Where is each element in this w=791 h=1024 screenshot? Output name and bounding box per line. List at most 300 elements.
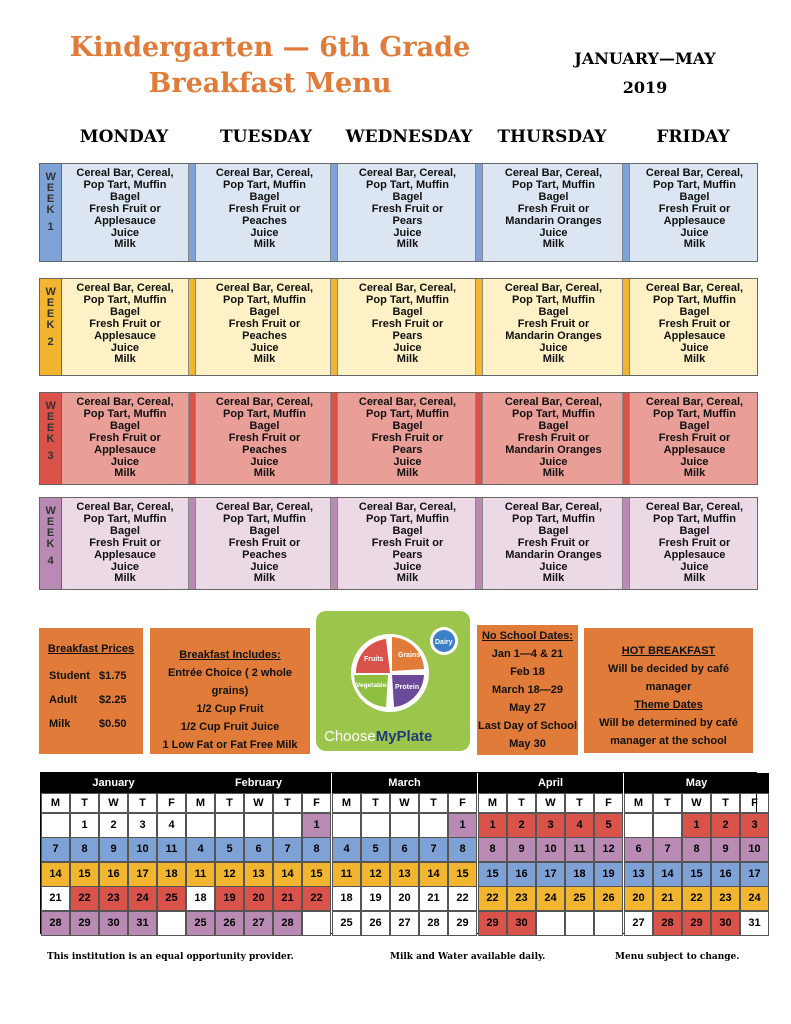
calendar-day: 8 — [70, 837, 99, 862]
week-label — [40, 279, 62, 375]
column-divider — [330, 393, 338, 484]
week-number: 1 — [47, 221, 54, 233]
calendar-day: 27 — [244, 911, 273, 936]
menu-line: Juice — [110, 341, 140, 354]
menu-line: Cereal Bar, Cereal, — [358, 167, 457, 179]
week-row — [39, 497, 758, 590]
menu-line: Milk — [396, 238, 419, 251]
calendar-day: 24 — [128, 886, 157, 911]
week-number: 3 — [47, 450, 54, 462]
menu-cell — [62, 164, 188, 261]
calendar-day: 22 — [682, 886, 711, 911]
menu-line: Pop Tart, Muffin — [512, 178, 595, 191]
week-label-text: WEEK — [45, 286, 56, 331]
column-divider — [330, 164, 338, 261]
menu-line: Pop Tart, Muffin — [512, 293, 595, 306]
calendar-day: 10 — [536, 837, 565, 862]
menu-line: Milk — [253, 467, 276, 480]
calendar-day — [41, 813, 70, 838]
menu-line: Pop Tart, Muffin — [223, 512, 306, 525]
calendar-day: 29 — [682, 911, 711, 936]
menu-line: Cereal Bar, Cereal, — [76, 501, 174, 513]
includes-line: 1 Low Fat or Fat Free Milk — [162, 739, 298, 751]
menu-line: Juice — [680, 341, 709, 354]
day-header-wednesday: WEDNESDAY — [345, 127, 473, 147]
menu-cell — [199, 393, 330, 484]
calendar-day: 13 — [390, 862, 419, 887]
menu-line: Juice — [680, 455, 709, 468]
calendar-day — [390, 813, 419, 838]
hot-breakfast-box — [584, 628, 753, 753]
column-divider — [622, 279, 630, 375]
calendar-month-title: April — [478, 773, 623, 793]
day-header-tuesday: TUESDAY — [220, 127, 312, 147]
calendar-day: 22 — [448, 886, 477, 911]
includes-line: 1/2 Cup Fruit Juice — [180, 721, 280, 733]
menu-line: Milk — [542, 238, 565, 251]
calendar-day — [565, 911, 594, 936]
calendar-day: 25 — [157, 886, 186, 911]
column-divider — [475, 164, 483, 261]
menu-line: Fresh Fruit or — [517, 202, 590, 215]
menu-line: Pop Tart, Muffin — [83, 293, 167, 306]
calendar-day — [332, 813, 361, 838]
date-range — [555, 44, 735, 102]
menu-line: Bagel — [538, 524, 569, 537]
calendar-day: 28 — [653, 911, 682, 936]
week-label-text: WEEK — [45, 171, 56, 216]
menu-line: Cereal Bar, Cereal, — [504, 396, 603, 408]
menu-line: Milk — [114, 238, 136, 251]
menu-line: Juice — [110, 560, 140, 573]
menu-line: Milk — [683, 467, 706, 480]
title-line-2: Breakfast Menu — [148, 68, 392, 99]
breakfast-includes-box — [150, 628, 310, 754]
calendar-day: 3 — [740, 813, 769, 838]
menu-line: Fresh Fruit or — [658, 536, 731, 549]
calendar-day: 15 — [448, 862, 477, 887]
menu-line: Bagel — [110, 419, 140, 432]
calendar-day: 20 — [244, 886, 273, 911]
menu-cell — [485, 164, 622, 261]
calendar-weekday: T — [128, 793, 157, 813]
calendar-day: 5 — [215, 837, 244, 862]
menu-line: Pears — [392, 329, 423, 342]
calendar-day: 27 — [624, 911, 653, 936]
price-label: Student — [49, 670, 90, 682]
menu-line: Bagel — [110, 305, 140, 318]
menu-cell — [199, 279, 330, 375]
calendar-month-title: March — [332, 773, 477, 793]
menu-line: Bagel — [679, 524, 710, 537]
calendar-day: 12 — [215, 862, 244, 887]
menu-cell — [199, 164, 330, 261]
prices-title: Breakfast Prices — [47, 643, 135, 655]
menu-line: Peaches — [242, 214, 287, 227]
calendar-day: 3 — [128, 813, 157, 838]
column-divider — [330, 279, 338, 375]
no-school-line: Feb 18 — [510, 666, 545, 678]
calendar-day: 1 — [302, 813, 331, 838]
calendar-day: 14 — [41, 862, 70, 887]
column-divider — [622, 498, 630, 589]
column-divider — [622, 393, 630, 484]
menu-line: Bagel — [249, 524, 280, 537]
calendar-day: 7 — [419, 837, 448, 862]
menu-line: Applesauce — [663, 214, 726, 227]
includes-line: Entrée Choice ( 2 whole grains) — [167, 667, 293, 697]
menu-line: Milk — [542, 353, 565, 366]
week-row — [39, 278, 758, 376]
price-value: $0.50 — [99, 718, 127, 730]
calendar-day: 26 — [594, 886, 623, 911]
menu-line: Bagel — [679, 419, 710, 432]
week-row — [39, 392, 758, 485]
calendar-day: 1 — [70, 813, 99, 838]
menu-line: Juice — [250, 560, 279, 573]
hot-breakfast-line: Will be determined by café — [599, 717, 738, 729]
calendar-day — [594, 911, 623, 936]
menu-line: Milk — [253, 238, 276, 251]
calendar-day: 14 — [273, 862, 302, 887]
calendar-day: 6 — [390, 837, 419, 862]
myplate-fruits: Fruits — [364, 656, 384, 663]
menu-line: Milk — [683, 572, 706, 585]
menu-line: Bagel — [249, 305, 280, 318]
menu-line: Bagel — [110, 190, 140, 203]
calendar-day: 29 — [478, 911, 507, 936]
calendar-day — [653, 813, 682, 838]
week-number: 4 — [47, 555, 54, 567]
no-school-line: May 27 — [509, 702, 546, 714]
calendar-day: 19 — [594, 862, 623, 887]
myplate-dairy: Dairy — [435, 639, 453, 646]
menu-cell — [632, 498, 757, 589]
calendar-day: 30 — [507, 911, 536, 936]
price-value: $2.25 — [99, 694, 127, 706]
calendar-day: 7 — [653, 837, 682, 862]
calendar-day: 21 — [653, 886, 682, 911]
menu-cell — [340, 164, 475, 261]
menu-line: Bagel — [538, 190, 569, 203]
menu-line: Fresh Fruit or — [371, 317, 444, 330]
menu-line: Cereal Bar, Cereal, — [645, 282, 744, 294]
menu-line: Fresh Fruit or — [228, 536, 301, 549]
calendar-day: 10 — [740, 837, 769, 862]
calendar-day — [215, 813, 244, 838]
theme-dates-title: Theme Dates — [634, 699, 703, 711]
menu-line: Pop Tart, Muffin — [512, 407, 595, 420]
calendar-day: 4 — [186, 837, 215, 862]
calendar-day: 8 — [478, 837, 507, 862]
calendar-day: 16 — [99, 862, 128, 887]
no-school-dates-box — [477, 625, 578, 755]
menu-line: Fresh Fruit or — [658, 317, 731, 330]
myplate-protein: Protein — [395, 684, 420, 691]
calendar-day: 5 — [361, 837, 390, 862]
calendar-day: 11 — [565, 837, 594, 862]
menu-line: Cereal Bar, Cereal, — [504, 282, 603, 294]
price-label: Milk — [49, 718, 71, 730]
menu-line: Milk — [253, 353, 276, 366]
calendar-weekday: F — [448, 793, 477, 813]
menu-line: Mandarin Oranges — [505, 548, 602, 561]
menu-line: Cereal Bar, Cereal, — [215, 282, 314, 294]
menu-line: Applesauce — [663, 548, 726, 561]
includes-title: Breakfast Includes: — [179, 649, 281, 661]
calendar-day: 8 — [682, 837, 711, 862]
menu-line: Milk — [114, 467, 136, 480]
menu-cell — [340, 498, 475, 589]
price-row — [49, 664, 143, 688]
calendar-day: 29 — [448, 911, 477, 936]
menu-line: Pop Tart, Muffin — [83, 178, 167, 191]
calendar-day: 3 — [536, 813, 565, 838]
calendar-day: 9 — [507, 837, 536, 862]
calendar-day: 23 — [711, 886, 740, 911]
column-divider — [475, 498, 483, 589]
calendar-day: 22 — [478, 886, 507, 911]
calendar-day: 28 — [41, 911, 70, 936]
calendar-day: 24 — [740, 886, 769, 911]
calendar-day: 29 — [70, 911, 99, 936]
includes-line: 1/2 Cup Fruit — [196, 703, 264, 715]
myplate-logo — [316, 611, 470, 751]
calendar-month-title: February — [186, 773, 331, 793]
calendar-day: 30 — [99, 911, 128, 936]
menu-line: Juice — [393, 226, 422, 239]
calendar-day — [273, 813, 302, 838]
menu-line: Juice — [393, 560, 422, 573]
menu-line: Pears — [392, 548, 423, 561]
myplate-grains: Grains — [398, 652, 421, 659]
myplate-brand-choose: Choose — [324, 728, 376, 745]
menu-line: Bagel — [679, 190, 710, 203]
menu-line: Pears — [392, 214, 423, 227]
menu-line: Cereal Bar, Cereal, — [358, 282, 457, 294]
calendar-weekday: T — [361, 793, 390, 813]
menu-line: Cereal Bar, Cereal, — [76, 167, 174, 179]
calendar-day: 30 — [711, 911, 740, 936]
menu-line: Fresh Fruit or — [371, 202, 444, 215]
title-line-1: Kindergarten — 6th Grade — [69, 32, 471, 63]
calendar-day: 17 — [740, 862, 769, 887]
calendar-day: 15 — [70, 862, 99, 887]
calendar-day — [244, 813, 273, 838]
period-label: JANUARY—MAY — [574, 49, 716, 68]
calendar-day: 23 — [99, 886, 128, 911]
menu-line: Cereal Bar, Cereal, — [76, 396, 174, 408]
menu-line: Milk — [114, 353, 136, 366]
menu-cell — [340, 279, 475, 375]
week-label — [40, 498, 62, 589]
day-header-friday: FRIDAY — [656, 127, 730, 147]
menu-line: Fresh Fruit or — [89, 202, 161, 215]
calendar-weekday: T — [653, 793, 682, 813]
menu-line: Juice — [539, 560, 568, 573]
calendar-day: 20 — [624, 886, 653, 911]
calendar-day: 12 — [361, 862, 390, 887]
myplate-vegetables: Vegetables — [356, 682, 390, 689]
calendar-day: 7 — [273, 837, 302, 862]
menu-line: Bagel — [538, 419, 569, 432]
menu-line: Juice — [680, 226, 709, 239]
calendar-weekday: W — [536, 793, 565, 813]
menu-line: Fresh Fruit or — [517, 536, 590, 549]
menu-line: Pop Tart, Muffin — [366, 293, 449, 306]
menu-cell — [62, 498, 188, 589]
calendar-weekday: M — [624, 793, 653, 813]
calendar-day: 26 — [215, 911, 244, 936]
menu-line: Cereal Bar, Cereal, — [504, 501, 603, 513]
menu-line: Juice — [110, 226, 140, 239]
menu-line: Pop Tart, Muffin — [653, 407, 736, 420]
calendar-weekday: T — [507, 793, 536, 813]
week-label-text: WEEK — [45, 505, 56, 550]
calendar-day: 16 — [507, 862, 536, 887]
calendar-weekday: M — [478, 793, 507, 813]
calendar-weekday: W — [390, 793, 419, 813]
calendar-weekday: T — [419, 793, 448, 813]
menu-line: Juice — [539, 341, 568, 354]
menu-line: Juice — [110, 455, 140, 468]
calendar-weekday: F — [594, 793, 623, 813]
calendar-day: 15 — [478, 862, 507, 887]
calendar-day: 28 — [273, 911, 302, 936]
menu-line: Pop Tart, Muffin — [653, 512, 736, 525]
calendar-day: 2 — [711, 813, 740, 838]
column-divider — [188, 393, 196, 484]
menu-cell — [632, 279, 757, 375]
myplate-brand-my: MyPlate — [375, 728, 433, 745]
calendar-weekday: M — [41, 793, 70, 813]
calendar-day: 31 — [128, 911, 157, 936]
calendar-day: 22 — [70, 886, 99, 911]
calendar-day: 18 — [332, 886, 361, 911]
menu-line: Bagel — [249, 190, 280, 203]
menu-line: Fresh Fruit or — [371, 536, 444, 549]
day-header-thursday: THURSDAY — [497, 127, 607, 147]
menu-line: Pop Tart, Muffin — [83, 407, 167, 420]
school-calendar — [40, 772, 761, 934]
menu-line: Cereal Bar, Cereal, — [215, 167, 314, 179]
calendar-day: 8 — [448, 837, 477, 862]
menu-line: Pop Tart, Muffin — [366, 178, 449, 191]
menu-cell — [485, 279, 622, 375]
calendar-day — [157, 911, 186, 936]
calendar-day: 9 — [711, 837, 740, 862]
menu-line: Fresh Fruit or — [658, 202, 731, 215]
menu-line: Bagel — [538, 305, 569, 318]
calendar-day: 12 — [594, 837, 623, 862]
year-label: 2019 — [622, 78, 668, 97]
calendar-day: 16 — [711, 862, 740, 887]
calendar-day: 21 — [273, 886, 302, 911]
menu-line: Peaches — [242, 329, 287, 342]
page-title — [60, 30, 480, 102]
calendar-weekday: F — [302, 793, 331, 813]
menu-line: Juice — [250, 341, 279, 354]
menu-cell — [62, 279, 188, 375]
menu-line: Cereal Bar, Cereal, — [645, 396, 744, 408]
menu-line: Cereal Bar, Cereal, — [645, 167, 744, 179]
menu-line: Applesauce — [663, 443, 726, 456]
menu-line: Pop Tart, Muffin — [83, 512, 167, 525]
menu-line: Milk — [114, 572, 136, 585]
svg-text:ChooseMyPlate — [324, 728, 432, 745]
calendar-day: 18 — [565, 862, 594, 887]
calendar-day: 9 — [99, 837, 128, 862]
calendar-day — [419, 813, 448, 838]
calendar-day: 25 — [186, 911, 215, 936]
calendar-day: 5 — [594, 813, 623, 838]
calendar-day: 13 — [244, 862, 273, 887]
price-value: $1.75 — [99, 670, 127, 682]
no-school-line: March 18—29 — [492, 684, 563, 696]
calendar-day: 18 — [186, 886, 215, 911]
menu-line: Bagel — [110, 524, 140, 537]
column-divider — [475, 393, 483, 484]
menu-line: Milk — [542, 572, 565, 585]
calendar-day: 15 — [682, 862, 711, 887]
week-label-text: WEEK — [45, 400, 56, 445]
calendar-weekday: F — [157, 793, 186, 813]
no-school-line: May 30 — [509, 738, 546, 750]
menu-line: Fresh Fruit or — [517, 317, 590, 330]
menu-line: Applesauce — [94, 548, 156, 561]
calendar-day: 11 — [332, 862, 361, 887]
footer-menu-change: Menu subject to change. — [615, 952, 740, 962]
menu-line: Milk — [253, 572, 276, 585]
calendar-day: 1 — [478, 813, 507, 838]
week-label — [40, 164, 62, 261]
calendar-day: 6 — [624, 837, 653, 862]
calendar-day: 4 — [157, 813, 186, 838]
calendar-weekday: F — [740, 793, 769, 813]
calendar-weekday: W — [682, 793, 711, 813]
menu-line: Pop Tart, Muffin — [223, 178, 306, 191]
menu-line: Fresh Fruit or — [517, 431, 590, 444]
calendar-day: 18 — [157, 862, 186, 887]
menu-cell — [340, 393, 475, 484]
calendar-weekday: T — [215, 793, 244, 813]
menu-line: Fresh Fruit or — [228, 317, 301, 330]
menu-line: Fresh Fruit or — [658, 431, 731, 444]
menu-line: Pop Tart, Muffin — [366, 407, 449, 420]
menu-cell — [632, 393, 757, 484]
calendar-day: 2 — [99, 813, 128, 838]
calendar-day: 11 — [157, 837, 186, 862]
calendar-day: 8 — [302, 837, 331, 862]
menu-cell — [632, 164, 757, 261]
calendar-month-title: January — [41, 773, 186, 793]
price-row — [49, 688, 143, 712]
footer-milk-water: Milk and Water available daily. — [390, 952, 546, 962]
calendar-day — [302, 911, 331, 936]
calendar-day: 27 — [390, 911, 419, 936]
menu-line: Cereal Bar, Cereal, — [215, 501, 314, 513]
hot-breakfast-title: HOT BREAKFAST — [621, 645, 716, 657]
menu-line: Milk — [542, 467, 565, 480]
menu-cell — [199, 498, 330, 589]
price-row — [49, 712, 143, 736]
calendar-day: 31 — [740, 911, 769, 936]
calendar-day: 4 — [332, 837, 361, 862]
calendar-day: 26 — [361, 911, 390, 936]
calendar-day: 7 — [41, 837, 70, 862]
menu-cell — [62, 393, 188, 484]
menu-cell — [485, 393, 622, 484]
